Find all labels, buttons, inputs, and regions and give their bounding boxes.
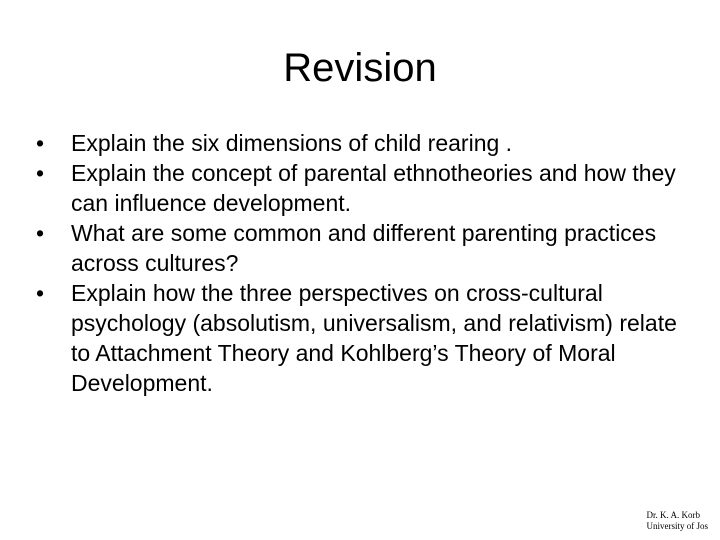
bullet-text: Explain how the three perspectives on cross-cultural psychology (absolutism, universalism, and relativism) relate to Attachment Theory and Kohlberg’s Theory of Moral Development.	[71, 280, 677, 396]
list-item	[36, 278, 696, 398]
slide-title: Revision	[283, 46, 437, 90]
bullet-text: Explain the concept of parental ethnotheories and how they can influence development.	[71, 160, 676, 216]
footer-institution: University of Jos	[646, 521, 708, 531]
list-item	[36, 128, 696, 158]
bullet-icon: •	[36, 220, 45, 246]
bullet-text: Explain the six dimensions of child rearing .	[71, 130, 513, 156]
bullet-icon: •	[36, 280, 45, 306]
footer-credit	[647, 510, 709, 532]
bullet-list	[36, 128, 696, 398]
list-item	[36, 218, 696, 278]
footer-author: Dr. K. A. Korb	[646, 510, 700, 520]
bullet-icon: •	[36, 130, 45, 156]
bullet-icon: •	[36, 160, 45, 186]
list-item	[36, 158, 696, 218]
bullet-text: What are some common and different parenting practices across cultures?	[71, 220, 657, 276]
